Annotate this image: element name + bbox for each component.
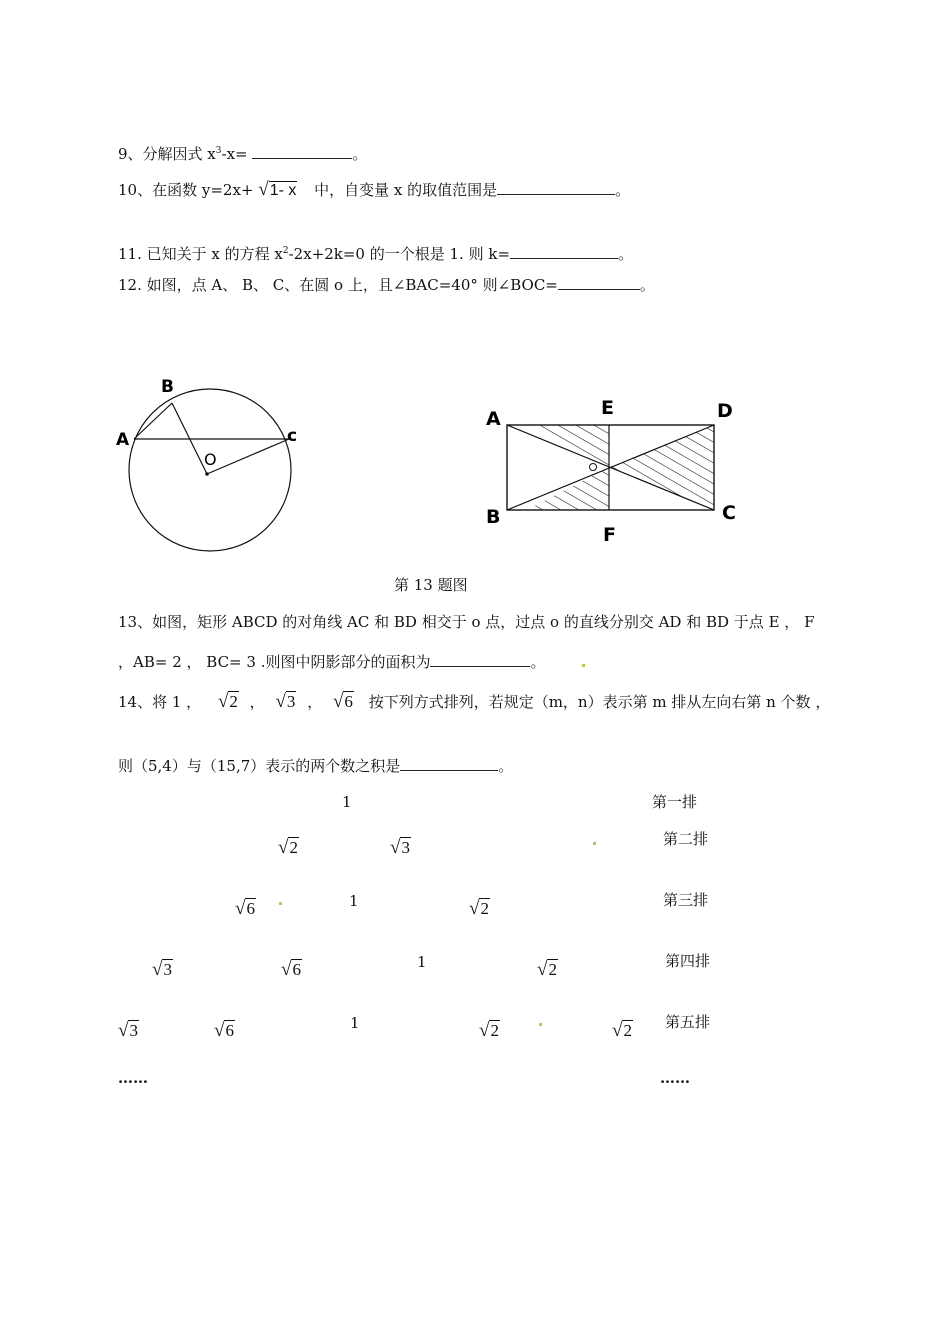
question-14-line2: 则（5,4）与（15,7）表示的两个数之积是 。 (118, 757, 514, 775)
triangle-item: √6 (281, 959, 301, 980)
row-label-3: 第三排 (663, 891, 709, 909)
triangle-item: √2 (537, 959, 557, 980)
label-c: c (287, 426, 298, 446)
ellipsis-right: …… (660, 1069, 690, 1087)
label-a: A (486, 408, 501, 430)
stray-mark (279, 902, 282, 905)
answer-blank-12[interactable] (558, 275, 640, 290)
label-b: B (486, 506, 501, 528)
answer-blank-9[interactable] (252, 144, 352, 159)
triangle-item: √3 (390, 837, 410, 858)
triangle-item: 1 (350, 1014, 360, 1032)
answer-blank-11[interactable] (510, 244, 618, 259)
answer-blank-13[interactable] (430, 652, 530, 667)
circle-o (129, 389, 291, 551)
sqrt-2: √2 (217, 691, 238, 712)
stray-mark (582, 664, 585, 667)
chord-ab (134, 403, 172, 439)
row-label-4: 第四排 (665, 952, 711, 970)
shaded-region-right (609, 425, 714, 510)
answer-blank-10[interactable] (497, 180, 615, 195)
circle-figure (110, 370, 310, 560)
triangle-item: 1 (342, 793, 352, 811)
question-10: 10、在函数 y=2x+ √1- x 中，自变量 x 的取值范围是 。 (118, 179, 631, 200)
label-e: E (601, 397, 614, 419)
segment-oc (207, 439, 289, 474)
ellipsis-left: …… (118, 1069, 148, 1087)
triangle-item: √6 (235, 898, 255, 919)
sqrt-1-minus-x: √1- x (258, 179, 297, 200)
row-label-5: 第五排 (665, 1013, 711, 1031)
sqrt-3: √3 (275, 691, 296, 712)
point-o (590, 464, 597, 471)
question-11: 11. 已知关于 x 的方程 $x^2-2x+2k=0$ 的一个根是 1. 则 k= 。 (118, 245, 634, 263)
question-9: 9、分解因式 $x^3-x=$ 。 (118, 145, 368, 163)
triangle-item: 1 (417, 953, 427, 971)
triangle-item: √6 (214, 1020, 234, 1041)
answer-blank-14[interactable] (400, 756, 498, 771)
figure-caption: 第 13 题图 (394, 576, 468, 594)
triangle-item: √3 (152, 959, 172, 980)
shaded-region-top-left (527, 425, 609, 467)
row-label-2: 第二排 (663, 830, 709, 848)
question-14-line1: 14、将 1 ， √2 ， √3 ， √6 按下列方式排列，若规定（m，n）表示第 m 排从左向右第 n 个数 ， (118, 691, 831, 712)
triangle-item: √2 (278, 837, 298, 858)
center-point (205, 472, 209, 476)
label-a: A (116, 430, 130, 450)
triangle-item: 1 (349, 892, 359, 910)
question-12: 12. 如图，点 A、 B、 C、在圆 o 上，且∠BAC=40° 则∠BOC= 。 (118, 276, 655, 294)
triangle-item: √3 (118, 1020, 138, 1041)
rectangle-figure (482, 392, 742, 547)
question-13-line1: 13、如图，矩形 ABCD 的对角线 AC 和 BD 相交于 o 点，过点 o 的直线分别交 AD 和 BD 于点 E ， F (118, 613, 815, 631)
label-d: D (717, 400, 733, 422)
sqrt-6: √6 (332, 691, 353, 712)
row-label-1: 第一排 (652, 793, 698, 811)
triangle-item: √2 (479, 1020, 499, 1041)
stray-mark (539, 1023, 542, 1026)
question-13-line2: ，AB= 2 ， BC= 3 .则图中阴影部分的面积为 。 (118, 653, 546, 671)
label-b: B (161, 377, 174, 397)
label-c: C (722, 502, 736, 524)
stray-mark (593, 842, 596, 845)
label-o: O (204, 450, 217, 469)
triangle-item: √2 (612, 1020, 632, 1041)
label-f: F (603, 524, 616, 546)
triangle-item: √2 (469, 898, 489, 919)
